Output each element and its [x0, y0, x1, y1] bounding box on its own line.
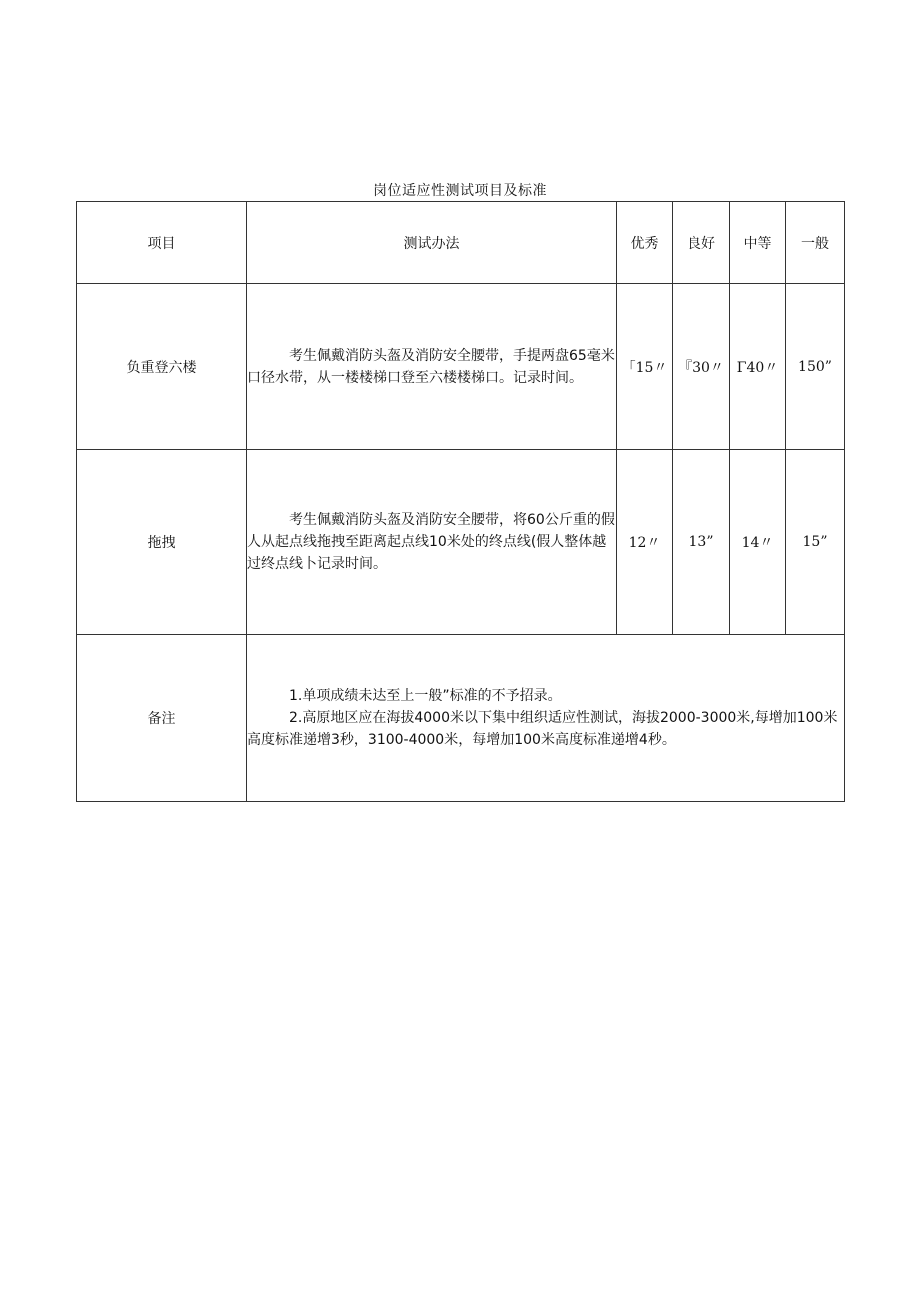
row-item: 负重登六楼 [77, 284, 247, 450]
standards-table [76, 201, 845, 802]
header-excellent: 优秀 [617, 202, 673, 284]
remarks-row [77, 635, 845, 802]
row-general: 15” [786, 450, 845, 635]
row-method: 考生佩戴消防头盔及消防安全腰带，将60公斤重的假人从起点线拖拽至距离起点线10米处的终点线(假人整体越过终点线卜记录时间。 [247, 450, 617, 635]
remarks-content [247, 635, 845, 802]
header-method: 测试办法 [247, 202, 617, 284]
document-title: 岗位适应性测试项目及标准 [373, 183, 547, 199]
row-medium: Γ40〃 [730, 284, 786, 450]
header-general: 一般 [786, 202, 845, 284]
table-row [77, 450, 845, 635]
row-general: 150” [786, 284, 845, 450]
row-item: 拖拽 [77, 450, 247, 635]
remark-line-2: 2.高原地区应在海拔4000米以下集中组织适应性测试，海拔2000-3000米,每增加100米高度标准递增3秒，3100-4000米，每增加100米高度标准递增4秒。 [247, 710, 838, 748]
remarks-label: 备注 [77, 635, 247, 802]
header-medium: 中等 [730, 202, 786, 284]
table-header-row [77, 202, 845, 284]
row-medium: 14〃 [730, 450, 786, 635]
row-excellent: 12〃 [617, 450, 673, 635]
header-item: 项目 [77, 202, 247, 284]
row-good: 『30〃 [673, 284, 730, 450]
row-method: 考生佩戴消防头盔及消防安全腰带，手提两盘65毫米口径水带，从一楼楼梯口登至六楼楼梯口。记录时间。 [247, 284, 617, 450]
remark-line-1: 1.单项成绩未达至上一般”标准的不予招录。 [289, 688, 562, 704]
table-row [77, 284, 845, 450]
header-good: 良好 [673, 202, 730, 284]
row-excellent: 「15〃 [617, 284, 673, 450]
row-good: 13” [673, 450, 730, 635]
